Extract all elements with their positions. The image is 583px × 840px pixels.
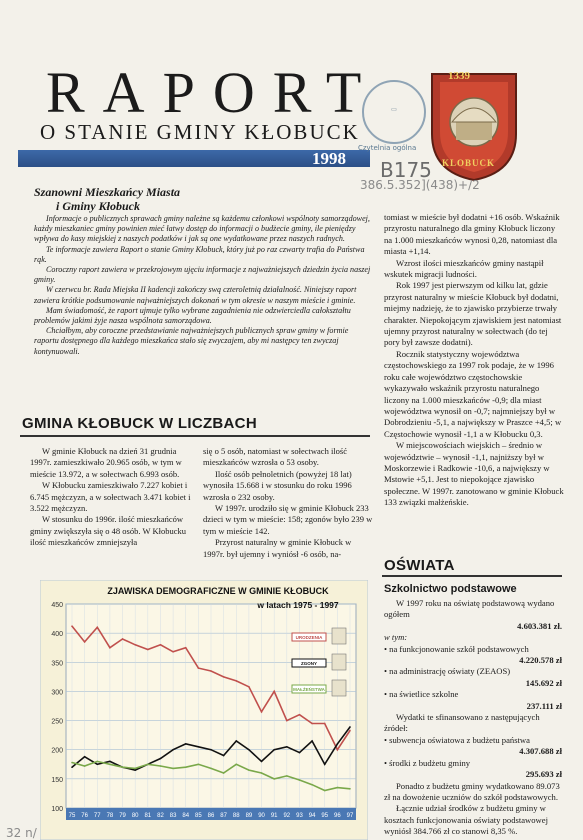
data-point (248, 686, 250, 688)
data-point (299, 714, 301, 716)
x-tick-label: 86 (207, 813, 215, 819)
x-tick-label: 78 (106, 813, 114, 819)
list-item: • środki z budżetu gminy (384, 757, 471, 768)
data-point (160, 758, 162, 760)
data-point (248, 749, 250, 751)
data-point (223, 772, 225, 774)
data-point (172, 768, 174, 770)
body-paragraph: W gminie Kłobuck na dzień 31 grudnia 1997r. zamieszkiwało 20.965 osób, w tym w mieście 13.972, a w sołectwach 6.993 osób. (30, 446, 182, 479)
body-paragraph: Rok 1997 jest pierwszym od kilku lat, gdzie przyrost naturalny w mieście Kłobuck był dodatni, miejmy nadzieję, że to zjawisko przybierze trwały charakter. Niepokojącym zjawiskiem jest natomiast ujemny przyrost naturalny w sołectwach (do tej pory był zawsze dodatni). (384, 280, 562, 348)
x-tick-label: 89 (245, 813, 253, 819)
data-point (198, 746, 200, 748)
body-paragraph: tomiast w mieście był dodatni +16 osób. Wskaźnik przyrostu naturalnego dla gminy Kłobuck liczony na 1.000 mieszkańców wynosi 0,28, natomiast dla miasta +1,14. (384, 212, 560, 257)
intro-paragraph: Mam świadomość, że raport ujmuje tylko wybrane zagadnienia nie odzwierciedla całokształtu problemów jakimi żyje nasza wspólnota samorządowa. (34, 305, 351, 326)
library-stamp (362, 80, 426, 144)
intro-paragraph: Coroczny raport zawiera w przekrojowym ujęciu informacje z najważniejszych dziedzin życia naszej gminy. (34, 265, 371, 285)
body-paragraph: W miejscowościach wiejskich – średnio w województwie – wynosił -1,1, najniższy był w Moskorzewie i Radkowie -10,6, a największy w Mstowie +5,1. Jest to niepokojące zjawisko społeczne. W 1997r. zanotowano w gminie Kłobuck 133 związki małżeńskie. (384, 440, 564, 508)
data-point (134, 768, 136, 770)
data-point (134, 644, 136, 646)
list-item: • na administrację oświaty (ZEAOS) (384, 666, 511, 677)
data-point (273, 778, 275, 780)
x-tick-label: 79 (119, 813, 126, 819)
data-point (122, 638, 124, 640)
data-point (286, 720, 288, 722)
section-heading-liczbach: GMINA KŁOBUCK W LICZBACH (22, 415, 257, 432)
y-tick-label: 400 (51, 631, 63, 639)
right-column-text (384, 212, 564, 509)
intro-paragraph: Chciałbym, aby coroczne przedstawianie najważniejszych publicznych spraw gminy w formie raportu dostępnego dla każdego mieszkańca stało się zwyczajem, aby mi następcy ten zwyczaj kontynuowali. (34, 326, 349, 356)
x-tick-label: 75 (68, 813, 76, 819)
greeting (34, 185, 180, 213)
data-point (235, 763, 237, 765)
liczbach-column-a (30, 446, 195, 549)
data-point (337, 787, 339, 789)
x-tick-label: 90 (258, 813, 265, 819)
data-point (261, 711, 263, 713)
x-tick-label: 80 (131, 813, 139, 819)
y-tick-label: 250 (51, 718, 63, 726)
x-tick-label: 77 (93, 813, 101, 819)
data-point (198, 667, 200, 669)
body-label: w tym: (384, 632, 408, 643)
body-paragraph: Wzrost ilości mieszkańców gminy nastąpił wskutek migracji ludności. (384, 257, 544, 280)
data-point (299, 752, 301, 754)
data-point (172, 749, 174, 751)
y-tick-label: 350 (51, 660, 63, 668)
x-tick-label: 91 (270, 813, 278, 819)
legend-label: URODZENIA (295, 635, 323, 640)
data-point (349, 730, 351, 732)
section-heading-oswiata: OŚWIATA (384, 557, 455, 574)
data-point (261, 761, 263, 763)
data-point (286, 775, 288, 777)
data-point (311, 784, 313, 786)
handwritten-code: B175 (380, 158, 432, 182)
data-point (160, 644, 162, 646)
legend-label: ZGONY (300, 661, 318, 666)
liczbach-column-b (203, 446, 373, 560)
amount: 4.220.578 zł (519, 655, 562, 666)
report-year: 1998 (312, 149, 346, 168)
y-tick-label: 150 (51, 776, 63, 784)
body-paragraph: Przyrost naturalny w gminie Kłobuck w 1997r. był ujemny i wyniósł -6 osób, na- (203, 537, 352, 559)
y-tick-label: 100 (51, 806, 63, 813)
legend-icon (332, 628, 346, 644)
chart-subtitle: w latach 1975 - 1997 (257, 600, 339, 610)
data-point (273, 749, 275, 751)
x-tick-label: 93 (296, 813, 303, 819)
x-tick-label: 84 (182, 813, 190, 819)
body-paragraph: W stosunku do 1996r. ilość mieszkańców gminy zwiększyła się o 48 osób. W Kłobucku ilość mieszkańców zmniejszyła (30, 514, 186, 548)
amount: 4.603.381 zł. (517, 620, 562, 631)
data-point (235, 740, 237, 742)
data-point (96, 763, 98, 765)
data-point (324, 763, 326, 765)
body-paragraph: Ponadto z budżetu gminy wydatkowano 89.073 zł na dowożenie uczniów do szkół podstawowych. (384, 780, 560, 802)
legend-label: MAŁŻEŃSTWA (293, 687, 325, 692)
data-point (223, 676, 225, 678)
body-paragraph: się o 5 osób, natomiast w sołectwach ilość mieszkańców wzrosła o 53 osoby. (203, 446, 348, 468)
report-title: RAPORT (46, 60, 380, 125)
chart-title: ZJAWISKA DEMOGRAFICZNE W GMINIE KŁOBUCK (107, 586, 329, 596)
data-point (122, 766, 124, 768)
data-point (235, 680, 237, 682)
intro-paragraph: W czerwcu br. Rada Miejska II kadencji zakończy swą czteroletnią działalność. Niniejszy raport zawiera krótkie podsumowanie najważniejszych dokonań w tym okresie w naszym mieście i gminie. (34, 285, 357, 305)
stamp-label: Czytelnia ogólna (358, 144, 417, 152)
data-point (84, 756, 86, 758)
report-subtitle: O STANIE GMINY KŁOBUCK (40, 120, 360, 144)
body-paragraph: Wydatki te sfinansowano z następujących źródeł: (384, 712, 540, 734)
body-paragraph: Łącznie udział środków z budżetu gminy w kosztach funkcjonowania oświaty podstawowej wyniósł 384.766 zł co stanowi 8,35 %. (384, 803, 548, 837)
x-tick-label: 88 (232, 813, 240, 819)
x-tick-label: 82 (157, 813, 164, 819)
data-point (147, 649, 149, 651)
data-point (324, 723, 326, 725)
data-point (198, 763, 200, 765)
data-point (349, 726, 351, 728)
amount: 237.111 zł (526, 700, 562, 711)
x-tick-label: 94 (308, 813, 316, 819)
x-tick-label: 95 (321, 813, 329, 819)
data-point (273, 691, 275, 693)
data-point (147, 763, 149, 765)
oswiata-text (384, 598, 562, 838)
data-point (84, 765, 86, 767)
data-point (311, 740, 313, 742)
crest-year: 1339 (448, 70, 470, 82)
handwritten-footer: 32 n/ (6, 826, 37, 840)
legend-icon (332, 680, 346, 696)
section-divider (382, 575, 562, 577)
intro-text (34, 214, 372, 357)
data-point (96, 761, 98, 763)
amount: 4.307.688 zł (519, 746, 562, 757)
data-point (349, 788, 351, 790)
x-tick-label: 81 (144, 813, 152, 819)
data-point (84, 641, 86, 643)
greeting-line-2: i Gminy Kłobuck (56, 199, 141, 213)
body-paragraph: Ilość osób pełnoletnich (powyżej 18 lat) wynosiła 15.668 i w stosunku do roku 1996 wzrosła o 232 osoby. (203, 468, 352, 502)
x-tick-label: 83 (169, 813, 177, 819)
data-point (248, 769, 250, 771)
data-point (185, 766, 187, 768)
x-tick-label: 87 (220, 813, 227, 819)
data-point (324, 790, 326, 792)
data-point (160, 765, 162, 767)
data-point (337, 743, 339, 745)
stamp-text: ▭ (391, 107, 397, 113)
data-point (210, 749, 212, 751)
data-point (185, 743, 187, 745)
legend-icon (332, 654, 346, 670)
data-point (109, 761, 111, 763)
body-paragraph: W 1997r. urodziło się w gminie Kłobuck 233 dzieci w tym w mieście: 158; zgonów było 239 w tym w mieście 142. (203, 503, 373, 536)
data-point (210, 670, 212, 672)
data-point (172, 651, 174, 653)
data-point (223, 755, 225, 757)
y-tick-label: 200 (51, 747, 63, 755)
data-point (337, 749, 339, 751)
data-point (71, 766, 73, 768)
amount: 295.693 zł (525, 769, 562, 780)
section-divider (20, 435, 370, 437)
intro-paragraph: Te informacje zawiera Raport o stanie Gminy Kłobuck, który już po raz czwarty trafia do Państwa rąk. (34, 244, 365, 264)
greeting-line-1: Szanowni Mieszkańcy Miasta (34, 185, 181, 199)
data-point (109, 763, 111, 765)
x-tick-label: 97 (346, 813, 354, 819)
data-point (311, 723, 313, 725)
list-item: • na świetlice szkolne (384, 689, 459, 700)
data-point (185, 647, 187, 649)
demographics-chart (40, 580, 368, 840)
data-point (134, 769, 136, 771)
data-point (286, 746, 288, 748)
data-point (261, 772, 263, 774)
data-point (71, 762, 73, 764)
x-tick-label: 96 (334, 813, 341, 819)
body-paragraph: W 1997 roku na oświatę podstawową wydano ogółem (384, 598, 555, 620)
x-tick-label: 92 (283, 813, 291, 819)
y-tick-label: 300 (51, 689, 63, 697)
body-paragraph: W Kłobucku zamieszkiwało 7.227 kobiet i 6.745 mężczyzn, a w sołectwach 3.471 kobiet i 3.522 mężczyzn. (30, 480, 191, 514)
subheading-szkolnictwo: Szkolnictwo podstawowe (384, 583, 517, 595)
crest-name: KLOBUCK (442, 158, 496, 168)
intro-paragraph: Informacje o publicznych sprawach gminy należne są każdemu członkowi wspólnoty samorządowej, każdy mieszkaniec gminy powinien mieć łatwy dostęp do informacji o budżecie gminy, ile pieniędzy wpływa do kasy miejskiej z naszych podatków i jak są one wydatkowane przez naszych radnych. (34, 214, 370, 244)
data-point (299, 779, 301, 781)
list-item: • subwencja oświatowa z budżetu państwa (384, 734, 530, 745)
data-point (96, 627, 98, 629)
x-tick-label: 76 (81, 813, 88, 819)
handwritten-ref: 386.5.352](438)+/2 (360, 178, 480, 192)
list-item: • na funkcjonowanie szkół podstawowych (384, 643, 529, 654)
x-tick-label: 85 (195, 813, 202, 819)
data-point (210, 768, 212, 770)
data-point (71, 625, 73, 627)
body-paragraph: Rocznik statystyczny województwa częstochowskiego za 1997 rok podaje, że w 1996 roku całe województwo częstochowskie wykazywało wskaźnik przyrostu naturalnego liczony na 1.000 mieszkańców -0,9; dla miast województwa wynosił on -0,7; najmniejszy był w Dobrodzieniu -5,1, a największy w Praszce +4,5; w Częstochowie wynosił -1,1 a w Kłobucku 0,3. (384, 348, 562, 439)
amount: 145.692 zł (525, 677, 562, 688)
y-tick-label: 450 (51, 602, 63, 609)
data-point (109, 647, 111, 649)
